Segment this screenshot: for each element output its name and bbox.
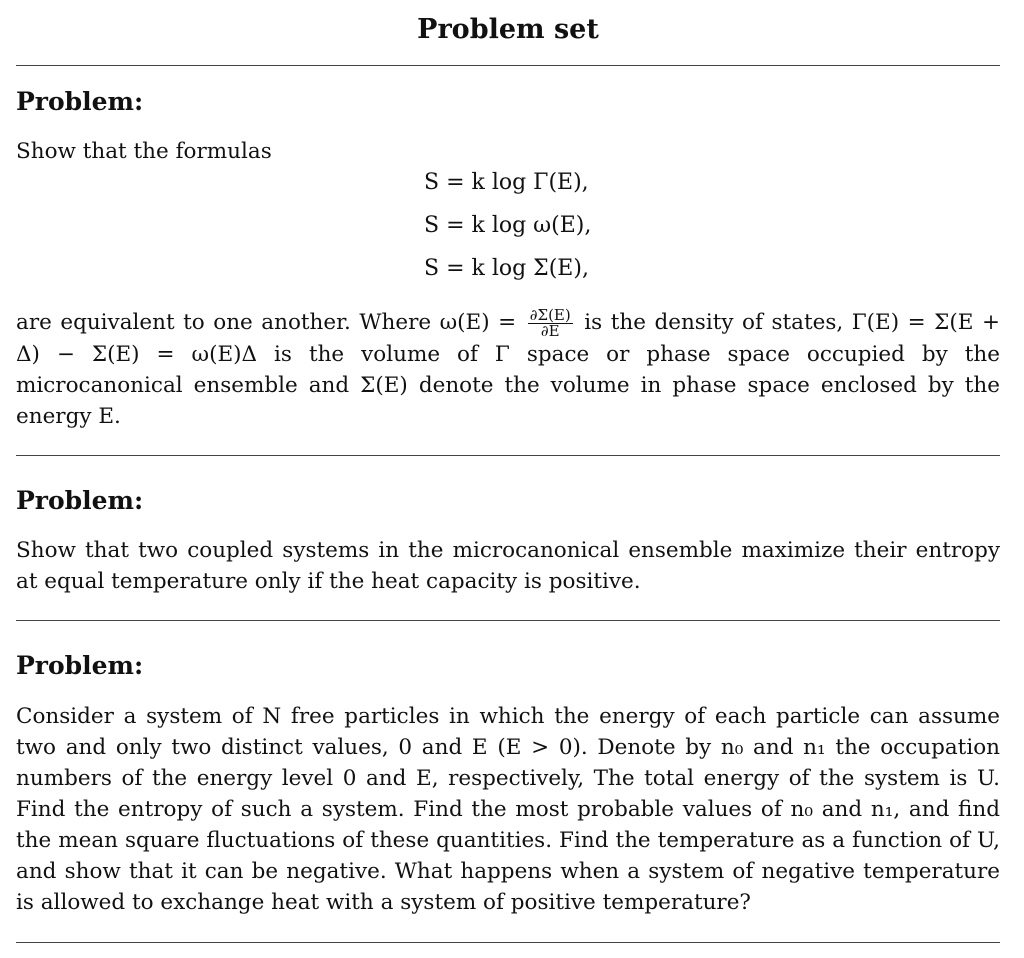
problem-3-heading: Problem: <box>16 651 144 680</box>
density-fraction <box>528 305 573 340</box>
problem-1-body <box>16 307 1000 432</box>
equation-2: S = k log ω(E), <box>424 213 592 238</box>
page-title: Problem set <box>417 14 599 45</box>
problem-2-heading: Problem: <box>16 486 144 515</box>
divider <box>16 942 1000 943</box>
divider <box>16 620 1000 621</box>
problem-1-heading: Problem: <box>16 87 144 116</box>
equation-1: S = k log Γ(E), <box>424 170 589 195</box>
problem-2-body: Show that two coupled systems in the microcanonical ensemble maximize their entropy at equal temperature only if the heat capacity is positive. <box>16 538 1000 594</box>
divider <box>16 65 1000 66</box>
problem-3-body: Consider a system of N free particles in which the energy of each particle can assume two and only two distinct values, 0 and E (E > 0). Denote by n₀ and n₁ the occupation numbers of the energy level 0 and E, respectively, The total energy of the system is U. Find the entropy of such a system. Find the most probable values of n₀ and n₁, and find the mean square fluctuations of these quantities. Find the temperature as a function of U, and show that it can be negative. What happens when a system of negative temperature is allowed to exchange heat with a system of positive temperature? <box>16 704 1000 915</box>
fraction-numerator: ∂Σ(E) <box>529 305 571 324</box>
divider <box>16 455 1000 456</box>
fraction-denominator: ∂E <box>540 321 560 340</box>
problem-1-body-pre: are equivalent to one another. Where ω(E) = <box>16 310 517 335</box>
problem-1-intro: Show that the formulas <box>16 139 272 164</box>
equation-3: S = k log Σ(E), <box>424 256 589 281</box>
problem-1-body-post: is the density of states, Γ(E) = Σ(E + Δ) − Σ(E) = ω(E)Δ is the volume of Γ space or phase space occupied by the microcanonical ensemble and Σ(E) denote the volume in phase space enclosed by the energy E. <box>16 310 1001 429</box>
